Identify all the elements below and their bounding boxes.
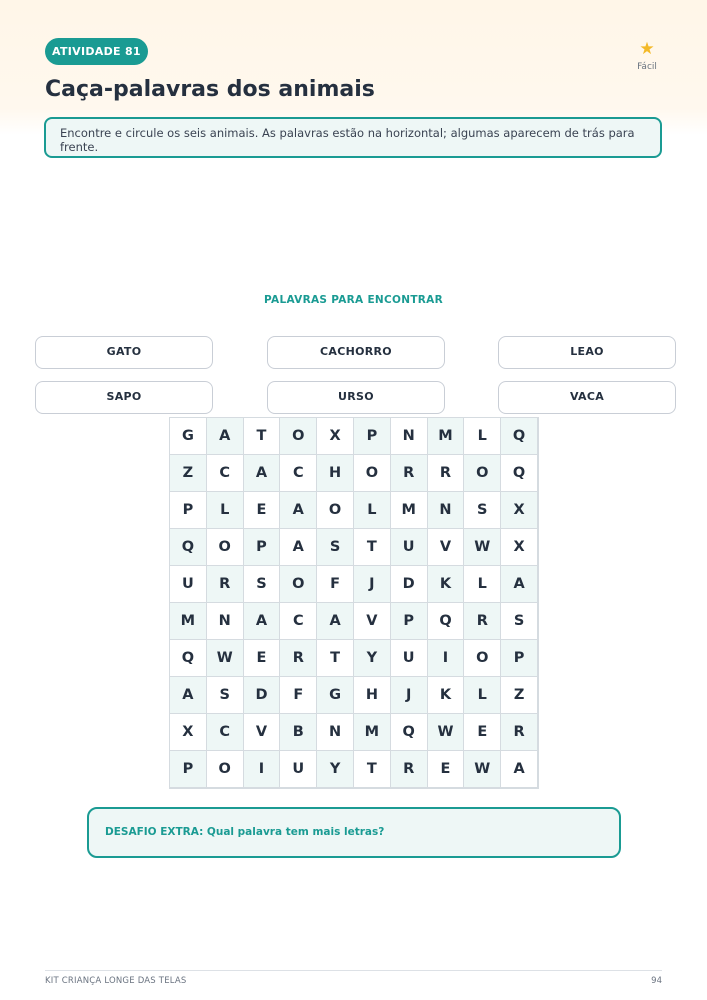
activity-badge: ATIVIDADE 81: [45, 38, 148, 65]
grid-cell[interactable]: P: [501, 640, 538, 677]
grid-cell[interactable]: R: [280, 640, 317, 677]
grid-cell[interactable]: F: [280, 677, 317, 714]
grid-cell[interactable]: E: [244, 640, 281, 677]
words-heading: PALAVRAS PARA ENCONTRAR: [264, 294, 443, 306]
grid-cell[interactable]: Z: [170, 455, 207, 492]
grid-cell[interactable]: L: [464, 566, 501, 603]
star-icon: ★: [639, 39, 655, 59]
difficulty-indicator: [632, 40, 662, 72]
page-number: 94: [651, 976, 662, 986]
grid-cell[interactable]: O: [317, 492, 354, 529]
grid-cell[interactable]: L: [464, 677, 501, 714]
grid-cell[interactable]: Q: [170, 529, 207, 566]
grid-cell[interactable]: P: [391, 603, 428, 640]
grid-cell[interactable]: Y: [354, 640, 391, 677]
grid-cell[interactable]: M: [391, 492, 428, 529]
grid-cell[interactable]: R: [501, 714, 538, 751]
grid-cell[interactable]: A: [244, 603, 281, 640]
grid-cell[interactable]: L: [464, 418, 501, 455]
grid-cell[interactable]: A: [244, 455, 281, 492]
grid-cell[interactable]: P: [170, 751, 207, 788]
grid-cell[interactable]: I: [428, 640, 465, 677]
grid-cell[interactable]: K: [428, 566, 465, 603]
grid-cell[interactable]: O: [464, 640, 501, 677]
word-chip-cachorro: CACHORRO: [267, 336, 445, 369]
grid-cell[interactable]: R: [391, 455, 428, 492]
grid-cell[interactable]: O: [207, 529, 244, 566]
grid-cell[interactable]: H: [317, 455, 354, 492]
grid-cell[interactable]: P: [354, 418, 391, 455]
grid-cell[interactable]: G: [170, 418, 207, 455]
extra-challenge-box: DESAFIO EXTRA: Qual palavra tem mais letras?: [87, 807, 621, 858]
instructions-box: Encontre e circule os seis animais. As palavras estão na horizontal; algumas aparecem de trás para frente.: [44, 117, 662, 158]
grid-cell[interactable]: U: [391, 640, 428, 677]
grid-cell[interactable]: E: [464, 714, 501, 751]
grid-cell[interactable]: R: [207, 566, 244, 603]
grid-cell[interactable]: X: [501, 492, 538, 529]
grid-cell[interactable]: X: [501, 529, 538, 566]
grid-cell[interactable]: O: [464, 455, 501, 492]
grid-cell[interactable]: E: [244, 492, 281, 529]
grid-cell[interactable]: V: [244, 714, 281, 751]
grid-cell[interactable]: S: [207, 677, 244, 714]
grid-cell[interactable]: Q: [501, 418, 538, 455]
grid-cell[interactable]: N: [317, 714, 354, 751]
grid-cell[interactable]: I: [244, 751, 281, 788]
grid-cell[interactable]: H: [354, 677, 391, 714]
grid-cell[interactable]: M: [354, 714, 391, 751]
grid-cell[interactable]: C: [207, 714, 244, 751]
grid-cell[interactable]: G: [317, 677, 354, 714]
grid-cell[interactable]: T: [354, 529, 391, 566]
grid-cell[interactable]: P: [244, 529, 281, 566]
grid-cell[interactable]: W: [428, 714, 465, 751]
grid-cell[interactable]: L: [207, 492, 244, 529]
grid-cell[interactable]: O: [354, 455, 391, 492]
grid-cell[interactable]: T: [317, 640, 354, 677]
grid-cell[interactable]: S: [464, 492, 501, 529]
grid-cell[interactable]: R: [464, 603, 501, 640]
grid-cell[interactable]: W: [464, 751, 501, 788]
grid-cell[interactable]: Q: [428, 603, 465, 640]
grid-cell[interactable]: S: [244, 566, 281, 603]
word-search-grid: [169, 417, 539, 789]
word-chip-leao: LEAO: [498, 336, 676, 369]
grid-cell[interactable]: O: [280, 418, 317, 455]
grid-cell[interactable]: Z: [501, 677, 538, 714]
grid-cell[interactable]: Q: [391, 714, 428, 751]
grid-cell[interactable]: U: [170, 566, 207, 603]
grid-cell[interactable]: U: [280, 751, 317, 788]
grid-cell[interactable]: Q: [170, 640, 207, 677]
grid-cell[interactable]: T: [244, 418, 281, 455]
grid-cell[interactable]: M: [428, 418, 465, 455]
grid-cell[interactable]: V: [428, 529, 465, 566]
grid-cell[interactable]: U: [391, 529, 428, 566]
grid-cell[interactable]: D: [244, 677, 281, 714]
grid-cell[interactable]: L: [354, 492, 391, 529]
grid-cell[interactable]: A: [170, 677, 207, 714]
grid-cell[interactable]: B: [280, 714, 317, 751]
grid-cell[interactable]: Q: [501, 455, 538, 492]
grid-cell[interactable]: W: [464, 529, 501, 566]
word-chip-sapo: SAPO: [35, 381, 213, 414]
grid-cell[interactable]: A: [501, 751, 538, 788]
grid-cell[interactable]: S: [317, 529, 354, 566]
word-chip-gato: GATO: [35, 336, 213, 369]
grid-cell[interactable]: Y: [317, 751, 354, 788]
grid-cell[interactable]: R: [391, 751, 428, 788]
grid-cell[interactable]: S: [501, 603, 538, 640]
header-background: [0, 0, 707, 135]
grid-cell[interactable]: P: [170, 492, 207, 529]
grid-cell[interactable]: C: [280, 455, 317, 492]
grid-cell[interactable]: C: [280, 603, 317, 640]
grid-cell[interactable]: X: [170, 714, 207, 751]
grid-cell[interactable]: V: [354, 603, 391, 640]
grid-cell[interactable]: N: [391, 418, 428, 455]
grid-cell[interactable]: A: [280, 492, 317, 529]
grid-cell[interactable]: M: [170, 603, 207, 640]
grid-cell[interactable]: C: [207, 455, 244, 492]
footer-title: KIT CRIANÇA LONGE DAS TELAS: [45, 976, 187, 986]
grid-cell[interactable]: A: [280, 529, 317, 566]
word-chip-urso: URSO: [267, 381, 445, 414]
grid-cell[interactable]: W: [207, 640, 244, 677]
grid-cell[interactable]: J: [354, 566, 391, 603]
grid-cell[interactable]: O: [280, 566, 317, 603]
grid-cell[interactable]: T: [354, 751, 391, 788]
grid-cell[interactable]: N: [428, 492, 465, 529]
page-title: Caça-palavras dos animais: [45, 77, 375, 102]
grid-cell[interactable]: O: [207, 751, 244, 788]
grid-cell[interactable]: X: [317, 418, 354, 455]
grid-cell[interactable]: R: [428, 455, 465, 492]
grid-cell[interactable]: D: [391, 566, 428, 603]
grid-cell[interactable]: A: [207, 418, 244, 455]
grid-cell[interactable]: F: [317, 566, 354, 603]
grid-cell[interactable]: N: [207, 603, 244, 640]
difficulty-label: Fácil: [637, 62, 657, 72]
footer-divider: [45, 970, 662, 971]
grid-cell[interactable]: K: [428, 677, 465, 714]
grid-cell[interactable]: J: [391, 677, 428, 714]
grid-cell[interactable]: A: [317, 603, 354, 640]
word-chip-vaca: VACA: [498, 381, 676, 414]
grid-cell[interactable]: E: [428, 751, 465, 788]
grid-cell[interactable]: A: [501, 566, 538, 603]
